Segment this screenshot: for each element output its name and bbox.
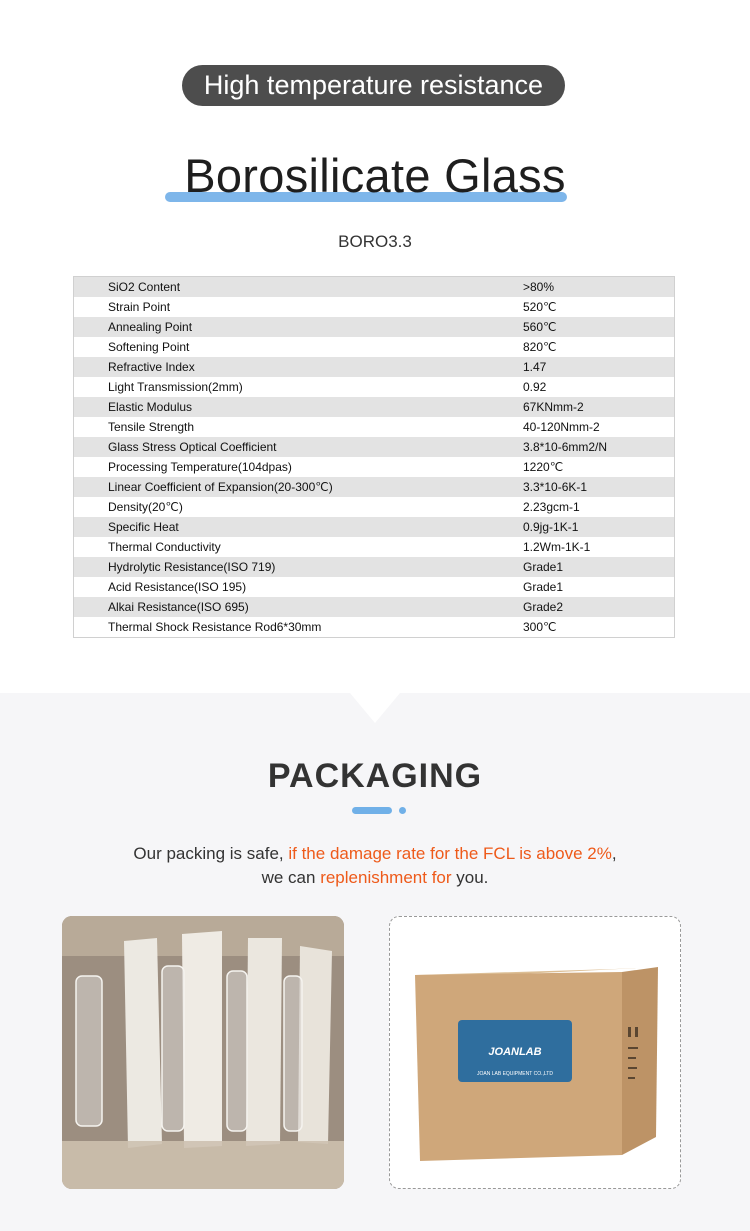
spec-name: Elastic Modulus bbox=[108, 400, 193, 414]
high-temperature-badge: High temperature resistance bbox=[182, 65, 565, 106]
spec-row bbox=[74, 357, 674, 377]
spec-row bbox=[74, 517, 674, 537]
spec-name: Annealing Point bbox=[108, 320, 193, 334]
spec-row bbox=[74, 537, 674, 557]
spec-name: Strain Point bbox=[108, 300, 171, 314]
spec-value: >80% bbox=[523, 280, 555, 294]
spec-row bbox=[74, 617, 674, 637]
packed-cylinders-image bbox=[62, 916, 344, 1189]
packaging-line-1-start: Our packing is safe, bbox=[133, 844, 289, 863]
spec-name: Glass Stress Optical Coefficient bbox=[108, 440, 277, 454]
packaging-line-2-start: we can bbox=[261, 868, 321, 887]
spec-value: 2.23gcm-1 bbox=[523, 500, 580, 514]
spec-value: Grade1 bbox=[523, 560, 564, 574]
page-title: Borosilicate Glass bbox=[184, 149, 566, 202]
spec-value: 40-120Nmm-2 bbox=[523, 420, 600, 434]
spec-row bbox=[74, 597, 674, 617]
packed-cylinders-photo bbox=[62, 916, 344, 1189]
packaging-line-1 bbox=[0, 842, 750, 866]
spec-row bbox=[74, 557, 674, 577]
spec-row bbox=[74, 457, 674, 477]
spec-row bbox=[74, 317, 674, 337]
spec-row bbox=[74, 437, 674, 457]
spec-value: 3.3*10-6K-1 bbox=[523, 480, 588, 494]
section-notch bbox=[350, 693, 400, 723]
spec-value: 67KNmm-2 bbox=[523, 400, 584, 414]
spec-name: Specific Heat bbox=[108, 520, 179, 534]
spec-row bbox=[74, 397, 674, 417]
spec-value: 520℃ bbox=[523, 300, 557, 314]
packaging-text bbox=[0, 842, 750, 890]
packaging-title: PACKAGING bbox=[267, 757, 483, 795]
spec-row bbox=[74, 497, 674, 517]
carton-box-photo bbox=[389, 916, 681, 1189]
accent-dot bbox=[399, 807, 406, 814]
spec-value: 1220℃ bbox=[523, 460, 564, 474]
packaging-line-2-highlight: replenishment for bbox=[320, 868, 452, 887]
spec-row bbox=[74, 577, 674, 597]
spec-row bbox=[74, 337, 674, 357]
carton-box-image bbox=[390, 917, 680, 1188]
spec-row bbox=[74, 277, 674, 297]
spec-name: Thermal Conductivity bbox=[108, 540, 221, 554]
spec-value: Grade1 bbox=[523, 580, 564, 594]
spec-value: 1.47 bbox=[523, 360, 547, 374]
packaging-line-2-end: you. bbox=[451, 868, 489, 887]
spec-table bbox=[73, 276, 675, 638]
spec-name: Thermal Shock Resistance Rod6*30mm bbox=[108, 620, 322, 634]
subtitle: BORO3.3 bbox=[338, 232, 412, 251]
spec-value: 820℃ bbox=[523, 340, 557, 354]
packaging-line-1-highlight: if the damage rate for the FCL is above 2% bbox=[288, 844, 612, 863]
spec-row bbox=[74, 417, 674, 437]
box-company-text: JOAN LAB EQUIPMENT CO.,LTD bbox=[477, 1071, 553, 1077]
spec-row bbox=[74, 297, 674, 317]
spec-row bbox=[74, 477, 674, 497]
box-brand-text: JOANLAB bbox=[488, 1046, 542, 1058]
spec-name: Alkai Resistance(ISO 695) bbox=[108, 600, 249, 614]
packaging-line-1-end: , bbox=[611, 844, 617, 863]
packaging-line-2 bbox=[0, 866, 750, 890]
spec-name: Linear Coefficient of Expansion(20-300℃) bbox=[108, 480, 333, 494]
spec-name: Softening Point bbox=[108, 340, 190, 354]
title-wrapper bbox=[0, 148, 750, 203]
spec-name: Density(20℃) bbox=[108, 500, 183, 514]
spec-name: SiO2 Content bbox=[108, 280, 181, 294]
spec-value: 1.2Wm-1K-1 bbox=[523, 540, 591, 554]
spec-value: 0.9jg-1K-1 bbox=[523, 520, 579, 534]
spec-name: Refractive Index bbox=[108, 360, 195, 374]
spec-name: Light Transmission(2mm) bbox=[108, 380, 243, 394]
spec-value: 560℃ bbox=[523, 320, 557, 334]
spec-value: 3.8*10-6mm2/N bbox=[523, 440, 608, 454]
spec-value: 0.92 bbox=[523, 380, 547, 394]
spec-name: Processing Temperature(104dpas) bbox=[108, 460, 292, 474]
spec-name: Tensile Strength bbox=[108, 420, 195, 434]
spec-name: Hydrolytic Resistance(ISO 719) bbox=[108, 560, 276, 574]
accent-dash bbox=[352, 807, 392, 814]
spec-value: 300℃ bbox=[523, 620, 557, 634]
spec-row bbox=[74, 377, 674, 397]
spec-name: Acid Resistance(ISO 195) bbox=[108, 580, 247, 594]
spec-value: Grade2 bbox=[523, 600, 564, 614]
